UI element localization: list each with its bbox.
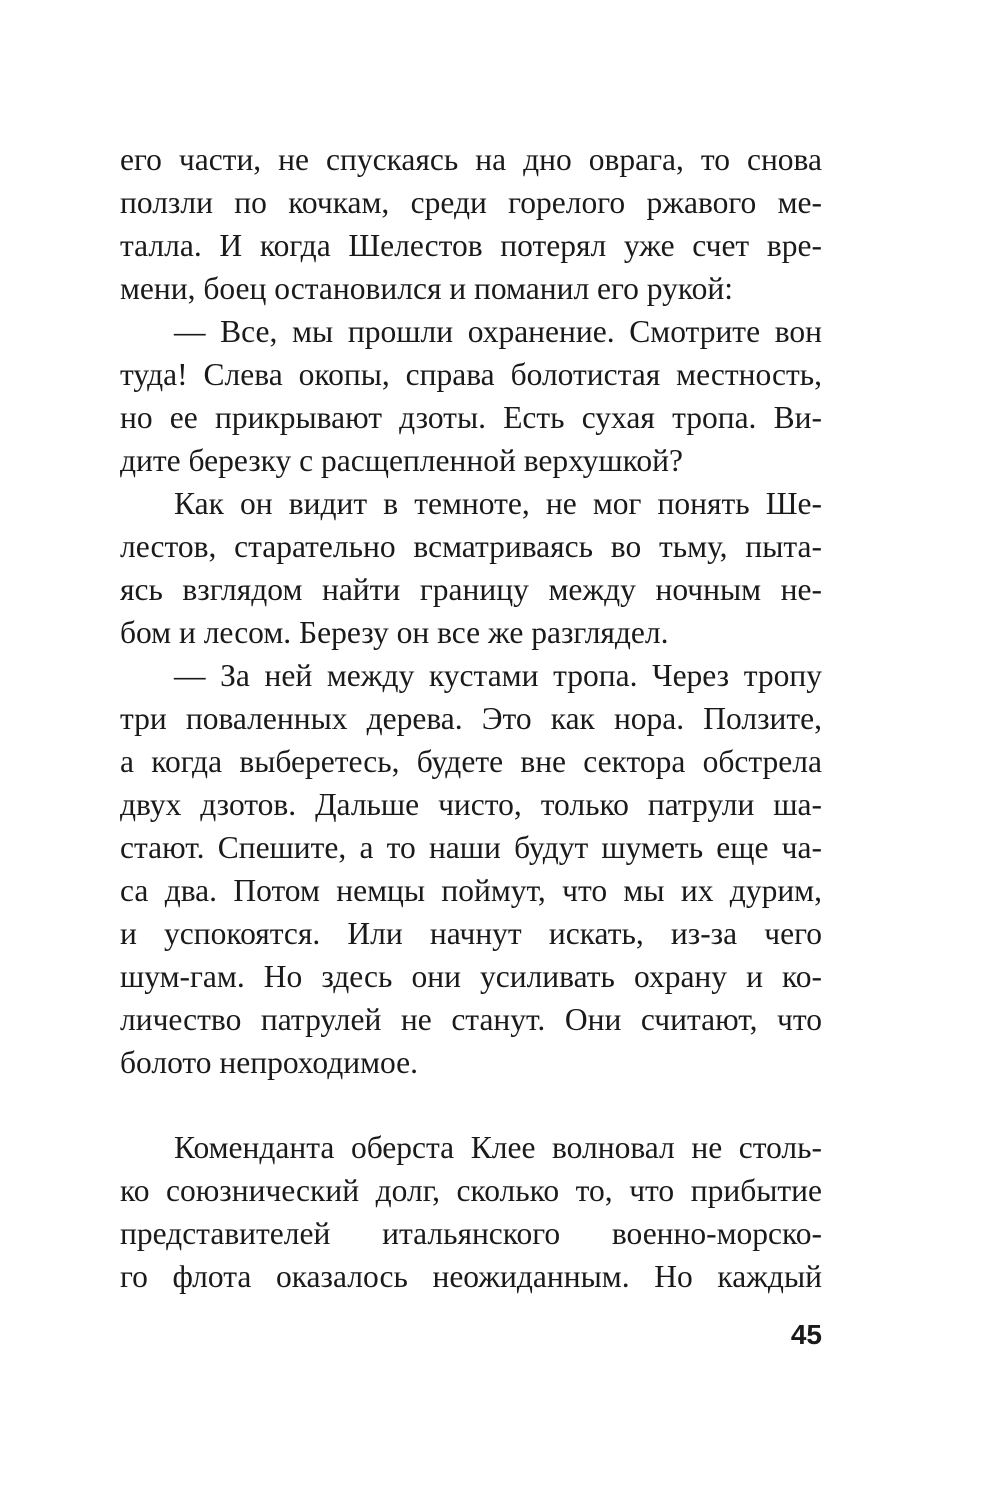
- text-line: — Все, мы прошли охранение. Смотрите вон: [174, 314, 822, 349]
- text-block-section: [120, 1126, 822, 1298]
- text-line: болото непроходимое.: [120, 1045, 419, 1080]
- text-line: стают. Спешите, а то наши будут шуметь еще ча-: [120, 830, 822, 865]
- text-line: три поваленных дерева. Это как нора. Ползите,: [120, 701, 822, 736]
- text-line: а когда выберетесь, будете вне сектора обстрела: [120, 744, 822, 779]
- text-line: шум-гам. Но здесь они усиливать охрану и ко-: [120, 959, 822, 994]
- text-line: ползли по кочкам, среди горелого ржавого ме-: [120, 185, 822, 220]
- text-line: личество патрулей не станут. Они считают, что: [120, 1002, 822, 1037]
- text-block-main: [120, 138, 822, 1084]
- text-line: Коменданта оберста Клее волновал не столь-: [174, 1130, 822, 1165]
- text-line: талла. И когда Шелестов потерял уже счет вре-: [120, 228, 822, 263]
- text-line: его части, не спускаясь на дно оврага, то снова: [120, 142, 822, 177]
- text-line: представителей итальянского военно-морско-: [120, 1216, 822, 1251]
- text-line: мени, боец остановился и поманил его рукой:: [120, 271, 733, 306]
- text-line: бом и лесом. Березу он все же разглядел.: [120, 615, 669, 650]
- page-number: 45: [790, 1319, 822, 1350]
- text-line: ясь взглядом найти границу между ночным не-: [120, 572, 822, 607]
- text-line: — За ней между кустами тропа. Через тропу: [174, 658, 822, 693]
- text-line: са два. Потом немцы поймут, что мы их дурим,: [120, 873, 822, 908]
- text-line: ко союзнический долг, сколько то, что прибытие: [120, 1173, 822, 1208]
- text-line: дите березку с расщепленной верхушкой?: [120, 443, 683, 478]
- text-line: но ее прикрывают дзоты. Есть сухая тропа. Ви-: [120, 400, 822, 435]
- text-line: туда! Слева окопы, справа болотистая местность,: [120, 357, 822, 392]
- text-line: лестов, старательно всматриваясь во тьму, пыта-: [120, 529, 822, 564]
- text-line: двух дзотов. Дальше чисто, только патрули ша-: [120, 787, 822, 822]
- text-line: го флота оказалось неожиданным. Но каждый: [120, 1259, 822, 1294]
- text-line: и успокоятся. Или начнут искать, из-за чего: [120, 916, 822, 951]
- text-line: Как он видит в темноте, не мог понять Ше-: [174, 486, 822, 521]
